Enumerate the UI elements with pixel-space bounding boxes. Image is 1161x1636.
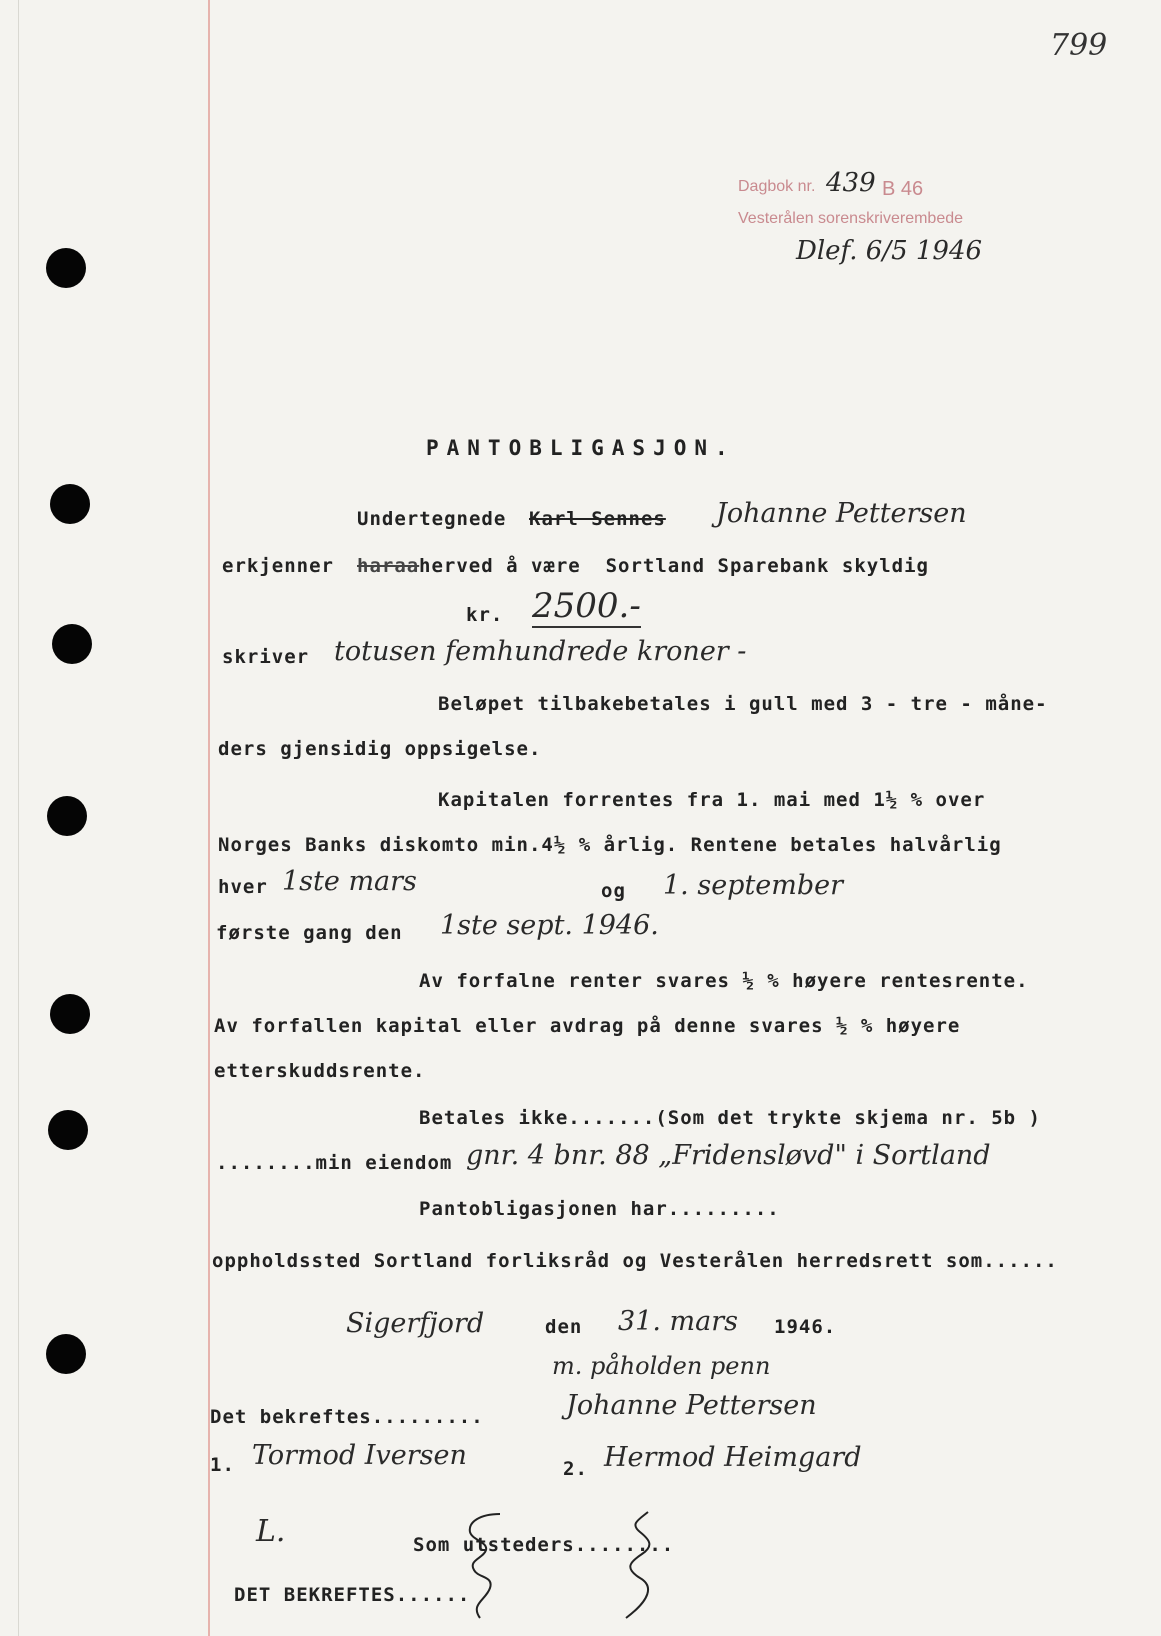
binder-hole [47,796,87,836]
page-edge [18,0,19,1636]
binder-hole [50,994,90,1034]
issuer-confirmation: Som utsteders........ [413,1534,675,1556]
erkjenner-label: erkjenner [222,555,334,577]
repayment-line-2: ders gjensidig oppsigelse. [218,738,542,760]
first-time-date: 1ste sept. 1946. [440,910,659,941]
overdue-line-2: Av forfallen kapital eller avdrag på denne svares ½ % høyere [214,1015,961,1037]
document-title: PANTOBLIGASJON. [426,436,736,460]
debtor-name: Johanne Pettersen [716,498,967,529]
interest-line-2: Norges Banks diskomto min.4½ % årlig. Rentene betales halvårlig [218,834,1002,856]
stamp-number: 439 [826,168,876,198]
binder-hole [48,1110,88,1150]
amount-in-words: totusen femhundrede kroner - [334,636,747,667]
overdue-line-1: Av forfalne renter svares ½ % høyere rentesrente. [419,970,1029,992]
stamp-date: Dlef. 6/5 1946 [796,236,983,266]
struck-name: Karl Sennes [529,508,666,530]
stamp-office: Vesterålen sorenskriverembede [738,210,964,227]
binder-hole [46,1334,86,1374]
amount-label: kr. [466,604,504,626]
betales-line-1: Betales ikke.......(Som det trykte skjema nr. 5b ) [419,1107,1041,1129]
binder-hole [50,484,90,524]
pant-line-1: Pantobligasjonen har......... [419,1198,780,1220]
overdue-line-3: etterskuddsrente. [214,1060,426,1082]
stamp-series: B 46 [882,178,924,200]
acknowledgement-text: herved å være Sortland Sparebank skyldig [419,555,929,577]
witness-2-signature: Hermod Heimgard [604,1442,862,1473]
initials: L. [256,1514,286,1549]
signing-place: Sigerfjord [346,1308,485,1339]
amount-value: 2500.- [532,586,641,626]
witness-1-signature: Tormod Iversen [252,1440,467,1471]
hver-label: hver [218,876,268,898]
property-description: gnr. 4 bnr. 88 „Fridensløvd" i Sortland [466,1140,991,1171]
first-time-label: første gang den [216,922,403,944]
debtor-signature: Johanne Pettersen [566,1390,817,1421]
interest-line-1: Kapitalen forrentes fra 1. mai med 1½ % over [438,789,986,811]
repayment-line-1: Beløpet tilbakebetales i gull med 3 - tre - måne- [438,693,1048,715]
witness-heading: Det bekreftes......... [210,1406,484,1428]
date-den: den [545,1316,583,1338]
hand-drawn-bracket [440,1508,690,1628]
first-due-date: 1ste mars [282,866,417,897]
signing-date: 31. mars [618,1306,738,1337]
pant-line-2: oppholdssted Sortland forliksråd og Vesterålen herredsrett som...... [212,1250,1058,1272]
betales-line-2: ........min eiendom [216,1152,453,1174]
witness-2-number: 2. [563,1458,588,1480]
signature-note: m. påholden penn [552,1352,771,1380]
final-confirmation: DET BEKREFTES...... [234,1584,471,1606]
og-label: og [601,880,626,902]
struck-word: haraa [357,555,420,577]
signing-year: 1946. [774,1316,837,1338]
witness-1-number: 1. [210,1454,235,1476]
undertegnede-label: Undertegnede [357,508,507,530]
stamp-label: Dagbok nr. [738,178,816,195]
binder-hole [52,624,92,664]
margin-line [208,0,210,1636]
skriver-label: skriver [222,646,310,668]
second-due-date: 1. september [663,870,844,901]
page-number: 799 [1050,28,1108,63]
binder-hole [46,248,86,288]
